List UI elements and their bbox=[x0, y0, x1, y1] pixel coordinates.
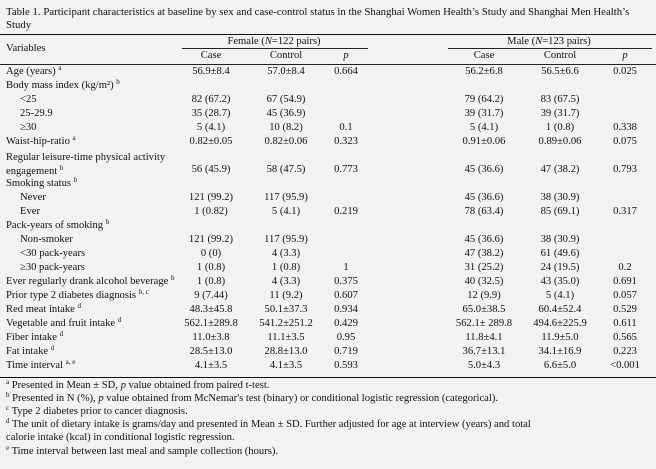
cell-female-control: 4 (3.3) bbox=[271, 248, 301, 259]
cell-male-case: 12 (9.9) bbox=[467, 290, 501, 301]
cell-male-control: 0.89±0.06 bbox=[538, 136, 582, 147]
row-label: ≥30 pack-years bbox=[20, 262, 85, 273]
cell-male-p: 0.793 bbox=[613, 164, 637, 175]
table-caption: Table 1. Participant characteristics at baseline by sex and case-control status in the Shanghai Women Health’s Study and Shanghai Men Health’s Study bbox=[6, 6, 630, 31]
row-label: 25-29.9 bbox=[20, 108, 53, 119]
male-group-rule bbox=[448, 48, 652, 49]
cell-female-control: 67 (54.9) bbox=[266, 94, 306, 105]
cell-female-control: 11.1±3.5 bbox=[267, 332, 305, 343]
male-group-header: Male (N=123 pairs) bbox=[507, 36, 591, 47]
cell-male-p: 0.223 bbox=[613, 346, 637, 357]
female-p-header: p bbox=[343, 50, 349, 61]
female-group-rule bbox=[182, 48, 368, 49]
cell-female-control: 1 (0.8) bbox=[271, 262, 301, 273]
row-label: Regular leisure-time physical activity engagement $^b$ bbox=[6, 152, 166, 177]
header-rule bbox=[0, 64, 656, 65]
cell-female-control: 58 (47.5) bbox=[266, 164, 306, 175]
cell-female-control: 28.8±13.0 bbox=[264, 346, 308, 357]
footnote-e: $^e$ Time interval between last meal and sample collection (hours). bbox=[6, 444, 279, 457]
row-label: Non-smoker bbox=[20, 234, 73, 245]
cell-female-p: 0.664 bbox=[334, 66, 358, 77]
cell-male-case: 47 (38.2) bbox=[464, 248, 504, 259]
cell-female-case: 48.3±45.8 bbox=[189, 304, 233, 315]
cell-male-control: 56.5±6.6 bbox=[541, 66, 579, 77]
cell-female-case: 5 (4.1) bbox=[196, 122, 226, 133]
row-label: Ever regularly drank alcohol beverage $^b$ bbox=[6, 274, 175, 287]
cell-female-case: 1 (0.82) bbox=[194, 206, 228, 217]
row-label: Age (years) $^a$ bbox=[6, 64, 62, 77]
cell-female-control: 50.1±37.3 bbox=[264, 304, 308, 315]
cell-male-case: 36.7±13.1 bbox=[462, 346, 506, 357]
cell-male-p: 0.025 bbox=[613, 66, 637, 77]
cell-male-control: 83 (67.5) bbox=[540, 94, 580, 105]
row-label: Ever bbox=[20, 206, 40, 217]
cell-female-control: 0.82±0.06 bbox=[264, 136, 308, 147]
male-case-header: Case bbox=[473, 50, 495, 61]
cell-male-control: 39 (31.7) bbox=[540, 108, 580, 119]
top-rule bbox=[0, 34, 656, 35]
row-label: Waist-hip-ratio $^a$ bbox=[6, 134, 76, 147]
cell-male-case: 31 (25.2) bbox=[464, 262, 504, 273]
row-label: Never bbox=[20, 192, 46, 203]
cell-female-p: 0.375 bbox=[334, 276, 358, 287]
cell-male-case: 45 (36.6) bbox=[464, 234, 504, 245]
variables-header: Variables bbox=[6, 43, 46, 54]
cell-female-control: 10 (8.2) bbox=[269, 122, 303, 133]
row-label: <30 pack-years bbox=[20, 248, 86, 259]
row-label: Red meat intake $^d$ bbox=[6, 302, 81, 315]
row-label: Smoking status $^b$ bbox=[6, 176, 78, 189]
cell-male-control: 85 (69.1) bbox=[540, 206, 580, 217]
footnote-b: $^b$ Presented in N (%), p value obtained from McNemar's test (binary) or conditional logistic regression (categorical). bbox=[6, 391, 498, 404]
cell-male-case: 5.0±4.3 bbox=[467, 360, 501, 371]
cell-female-case: 562.1±289.8 bbox=[184, 318, 238, 329]
footnote-c: $^c$ Type 2 diabetes prior to cancer diagnosis. bbox=[6, 404, 188, 417]
cell-male-control: 11.9±5.0 bbox=[541, 332, 579, 343]
cell-female-control: 45 (36.9) bbox=[266, 108, 306, 119]
cell-female-p: 0.773 bbox=[334, 164, 358, 175]
row-label: Prior type 2 diabetes diagnosis $^{b, c}$ bbox=[6, 288, 149, 301]
cell-male-case: 39 (31.7) bbox=[464, 108, 504, 119]
row-label: Fat intake $^d$ bbox=[6, 344, 55, 357]
cell-male-p: 0.317 bbox=[613, 206, 637, 217]
cell-female-p: 0.323 bbox=[334, 136, 358, 147]
row-label: Body mass index (kg/m²) $^b$ bbox=[6, 78, 120, 91]
row-label: <25 bbox=[20, 94, 37, 105]
cell-female-p: 0.429 bbox=[334, 318, 358, 329]
cell-male-control: 24 (19.5) bbox=[540, 262, 580, 273]
footnote-d-continued: calorie intake (kcal) in conditional logistic regression. bbox=[6, 432, 235, 443]
cell-male-p: 0.691 bbox=[613, 276, 637, 287]
cell-male-control: 43 (35.0) bbox=[540, 276, 580, 287]
cell-female-case: 121 (99.2) bbox=[188, 192, 234, 203]
cell-male-control: 1 (0.8) bbox=[545, 122, 575, 133]
cell-male-control: 6.6±5.0 bbox=[543, 360, 577, 371]
cell-female-case: 28.5±13.0 bbox=[189, 346, 233, 357]
cell-male-control: 5 (4.1) bbox=[545, 290, 575, 301]
cell-female-case: 9 (7.44) bbox=[194, 290, 228, 301]
cell-male-p: 0.565 bbox=[613, 332, 637, 343]
cell-male-control: 61 (49.6) bbox=[540, 248, 580, 259]
male-p-header: p bbox=[622, 50, 628, 61]
cell-female-control: 541.2±251.2 bbox=[259, 318, 313, 329]
row-label: ≥30 bbox=[20, 122, 37, 133]
cell-female-control: 11 (9.2) bbox=[269, 290, 303, 301]
cell-male-case: 79 (64.2) bbox=[464, 94, 504, 105]
cell-male-case: 56.2±6.8 bbox=[465, 66, 503, 77]
cell-male-case: 78 (63.4) bbox=[464, 206, 504, 217]
cell-male-case: 65.0±38.5 bbox=[462, 304, 506, 315]
cell-male-p: 0.338 bbox=[613, 122, 637, 133]
footnote-a: $^a$ Presented in Mean ± SD, p value obtained from paired t-test. bbox=[6, 378, 270, 391]
cell-female-p: 0.219 bbox=[334, 206, 358, 217]
cell-female-case: 0 (0) bbox=[200, 248, 222, 259]
cell-male-control: 60.4±52.4 bbox=[538, 304, 582, 315]
cell-male-case: 11.8±4.1 bbox=[465, 332, 503, 343]
cell-male-control: 47 (38.2) bbox=[540, 164, 580, 175]
row-label: Fiber intake $^d$ bbox=[6, 330, 64, 343]
footnote-d: $^d$ The unit of dietary intake is grams/day and presented in Mean ± SD. Further adjusted for age at interview (years) and total bbox=[6, 417, 531, 430]
cell-male-control: 494.6±225.9 bbox=[533, 318, 587, 329]
cell-female-case: 121 (99.2) bbox=[188, 234, 234, 245]
row-label: Time interval $^{a, e}$ bbox=[6, 358, 76, 371]
cell-female-case: 35 (28.7) bbox=[191, 108, 231, 119]
cell-female-case: 56 (45.9) bbox=[191, 164, 231, 175]
cell-male-case: 45 (36.6) bbox=[464, 192, 504, 203]
cell-male-case: 562.1± 289.8 bbox=[455, 318, 513, 329]
cell-male-p: <0.001 bbox=[610, 360, 640, 371]
cell-female-case: 82 (67.2) bbox=[191, 94, 231, 105]
female-group-header: Female (N=122 pairs) bbox=[227, 36, 321, 47]
cell-male-p: 0.529 bbox=[613, 304, 637, 315]
cell-female-p: 0.95 bbox=[336, 332, 356, 343]
cell-female-control: 117 (95.9) bbox=[264, 234, 308, 245]
female-case-header: Case bbox=[200, 50, 222, 61]
row-label: Vegetable and fruit intake $^d$ bbox=[6, 316, 122, 329]
cell-female-p: 0.934 bbox=[334, 304, 358, 315]
cell-female-case: 11.0±3.8 bbox=[192, 332, 230, 343]
row-label: Pack-years of smoking $^b$ bbox=[6, 218, 110, 231]
cell-female-case: 1 (0.8) bbox=[196, 276, 226, 287]
cell-male-case: 40 (32.5) bbox=[464, 276, 504, 287]
cell-female-case: 56.9±8.4 bbox=[192, 66, 230, 77]
male-control-header: Control bbox=[543, 50, 577, 61]
cell-female-p: 0.593 bbox=[334, 360, 358, 371]
female-control-header: Control bbox=[269, 50, 303, 61]
cell-female-p: 1 bbox=[343, 262, 349, 273]
cell-female-control: 4 (3.3) bbox=[271, 276, 301, 287]
cell-female-control: 57.0±8.4 bbox=[267, 66, 305, 77]
cell-female-control: 117 (95.9) bbox=[264, 192, 308, 203]
cell-female-case: 1 (0.8) bbox=[196, 262, 226, 273]
cell-male-control: 34.1±16.9 bbox=[538, 346, 582, 357]
cell-female-case: 4.1±3.5 bbox=[194, 360, 228, 371]
cell-male-control: 38 (30.9) bbox=[540, 192, 580, 203]
cell-male-case: 5 (4.1) bbox=[469, 122, 499, 133]
cell-female-p: 0.607 bbox=[334, 290, 358, 301]
cell-female-case: 0.82±0.05 bbox=[189, 136, 233, 147]
cell-male-p: 0.2 bbox=[618, 262, 632, 273]
cell-male-p: 0.075 bbox=[613, 136, 637, 147]
cell-female-p: 0.719 bbox=[334, 346, 358, 357]
cell-male-p: 0.057 bbox=[613, 290, 637, 301]
cell-female-p: 0.1 bbox=[339, 122, 353, 133]
cell-female-control: 4.1±3.5 bbox=[269, 360, 303, 371]
cell-male-case: 45 (36.6) bbox=[464, 164, 504, 175]
cell-male-p: 0.611 bbox=[613, 318, 637, 329]
cell-male-control: 38 (30.9) bbox=[540, 234, 580, 245]
cell-female-control: 5 (4.1) bbox=[271, 206, 301, 217]
cell-male-case: 0.91±0.06 bbox=[462, 136, 506, 147]
bottom-rule bbox=[0, 377, 656, 378]
